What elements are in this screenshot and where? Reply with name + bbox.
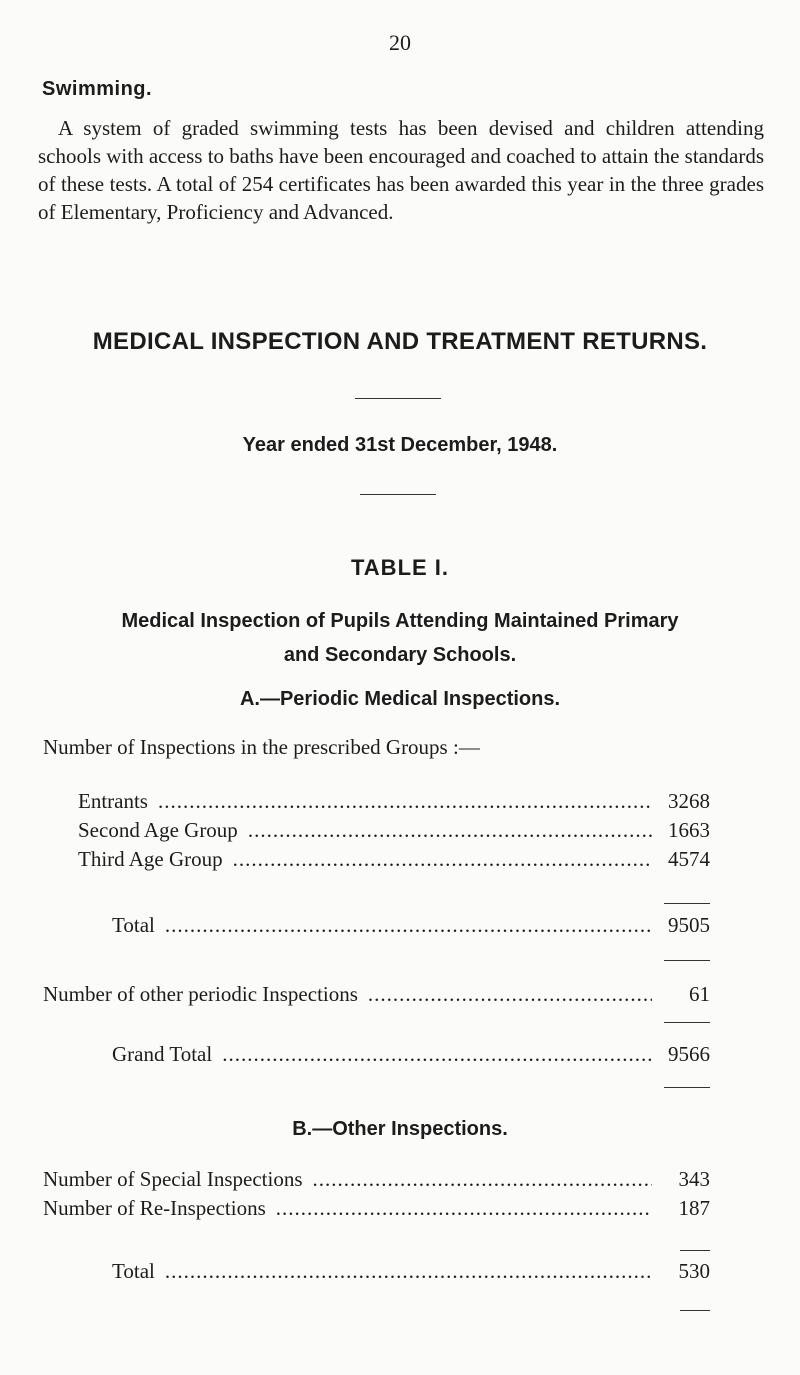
- row-value: 1663: [668, 818, 710, 842]
- leader-dots: [233, 847, 652, 872]
- row-value: 343: [678, 1167, 710, 1191]
- sum-rule: [680, 1250, 710, 1251]
- table-row: [78, 818, 710, 846]
- grand-total-row: [112, 1042, 710, 1070]
- grand-total-value: 9566: [668, 1042, 710, 1066]
- swimming-heading: Swimming.: [42, 78, 153, 100]
- section-a-intro: Number of Inspections in the prescribed Groups :—: [43, 735, 480, 759]
- page-number: 20: [389, 30, 411, 55]
- main-heading: MEDICAL INSPECTION AND TREATMENT RETURNS.: [92, 328, 708, 355]
- sum-rule: [680, 1310, 710, 1311]
- total-row: [112, 913, 710, 941]
- row-label: Number of Re-Inspections: [43, 1196, 266, 1220]
- leader-dots: [368, 982, 652, 1007]
- table-subtitle: [30, 604, 770, 672]
- table-row: [43, 1196, 710, 1224]
- row-label: Number of other periodic Inspections: [43, 982, 358, 1006]
- row-label: Number of Special Inspections: [43, 1167, 303, 1191]
- leader-dots: [276, 1196, 652, 1221]
- grand-total-label: Grand Total: [112, 1042, 213, 1066]
- divider-rule: [355, 398, 441, 399]
- total-value: 530: [678, 1259, 710, 1283]
- sum-rule: [664, 1022, 710, 1023]
- table-row: [43, 1167, 710, 1195]
- sum-rule: [664, 1087, 710, 1088]
- row-label: Third Age Group: [78, 847, 223, 871]
- leader-dots: [165, 1259, 652, 1284]
- leader-dots: [158, 789, 652, 814]
- leader-dots: [313, 1167, 652, 1192]
- swimming-paragraph-text: A system of graded swimming tests has been devised and children attending schools with access to baths have been encouraged and coached to attain the standards of these tests. A total of 254 certificates has been awarded this year in the three grades of Elementary, Proficiency and Advanced.: [38, 116, 764, 224]
- sum-rule: [664, 960, 710, 961]
- table-subtitle-line-2: and Secondary Schools.: [283, 644, 517, 666]
- row-value: 61: [689, 982, 710, 1006]
- table-row: [78, 789, 710, 817]
- section-b-heading: B.—Other Inspections.: [292, 1118, 508, 1140]
- total-label: Total: [112, 913, 155, 937]
- section-a-heading: A.—Periodic Medical Inspections.: [239, 688, 561, 710]
- divider-rule: [360, 494, 436, 495]
- row-value: 187: [678, 1196, 710, 1220]
- total-row: [112, 1259, 710, 1287]
- row-label: Entrants: [78, 789, 148, 813]
- other-inspections-row: [43, 982, 710, 1010]
- row-value: 3268: [668, 789, 710, 813]
- table-title: TABLE I.: [350, 555, 450, 580]
- sum-rule: [664, 903, 710, 904]
- total-label: Total: [112, 1259, 155, 1283]
- row-value: 4574: [668, 847, 710, 871]
- row-label: Second Age Group: [78, 818, 238, 842]
- leader-dots: [165, 913, 652, 938]
- leader-dots: [248, 818, 652, 843]
- table-row: [78, 847, 710, 875]
- total-value: 9505: [668, 913, 710, 937]
- year-line: Year ended 31st December, 1948.: [242, 434, 558, 456]
- leader-dots: [222, 1042, 652, 1067]
- table-subtitle-line-1: Medical Inspection of Pupils Attending Maintained Primary: [121, 610, 679, 632]
- swimming-paragraph: [38, 114, 764, 226]
